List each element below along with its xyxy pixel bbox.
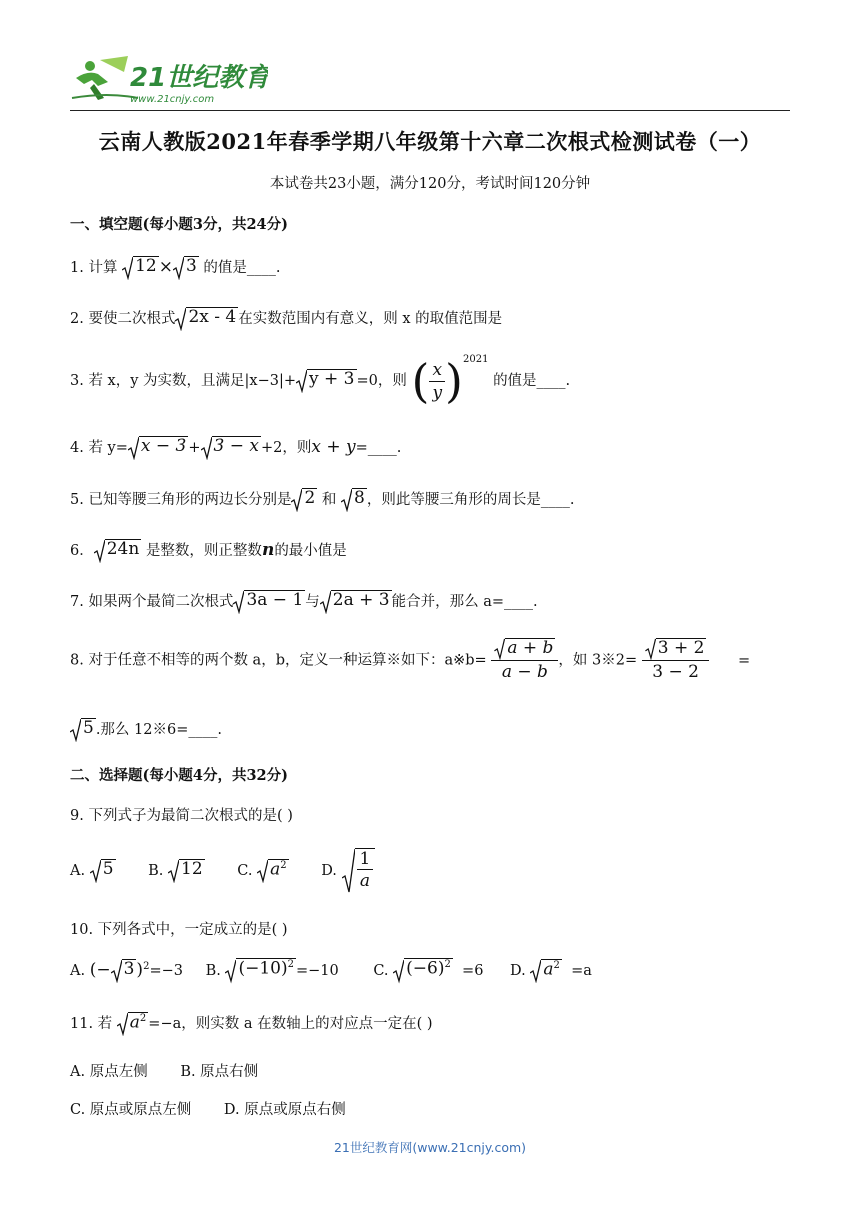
question-9: 9. 下列式子为最简二次根式的是( ) — [70, 808, 293, 824]
section-heading-fill-blank: 一、填空题(每小题3分，共24分) — [70, 216, 288, 233]
option-d[interactable]: D. $a^2$ =a — [510, 963, 592, 979]
question-11: 11. 若 $a^2$ =−a，则实数 a 在数轴上的对应点一定在( ) — [70, 1012, 433, 1036]
question-11-options-row1 — [70, 1060, 258, 1081]
question-11-options-row2 — [70, 1098, 346, 1119]
question-8-continued: 5 .那么 12※6=____. — [70, 718, 222, 742]
question-6: 6． 24n 是整数，则正整数n的最小值是 — [70, 539, 347, 563]
question-3: 3. 若 x，y 为实数，且满足|x−3|+ y + 3 =0，则 ( $\frac{x}{y}$ ) 2021 的值是____. — [70, 354, 571, 408]
question-5: 5. 已知等腰三角形的两边长分别是 2 和 8 ，则此等腰三角形的周长是____. — [70, 488, 574, 512]
question-2: 2. 要使二次根式 2x - 4 在实数范围内有意义，则 x 的取值范围是 — [70, 307, 502, 331]
logo-text: 21世纪教育 — [130, 63, 268, 93]
logo — [68, 52, 268, 108]
header-rule — [70, 110, 790, 111]
option-d[interactable]: D. $\frac{1}{a}$ — [321, 863, 375, 879]
option-b[interactable]: B. $(-10)^2$ =−10 — [206, 963, 339, 979]
question-1: 1. 计算 12 × 3 的值是____. — [70, 256, 281, 280]
option-a[interactable]: A. 原点左侧 — [70, 1064, 148, 1080]
question-10-options — [70, 958, 592, 984]
question-8: 8. 对于任意不相等的两个数 a，b，定义一种运算※如下：a※b= $\frac{a + b}{a - b}$ ，如 3※2= $\frac{3 + 2}{3 - 2}$ = — [70, 638, 751, 682]
page-title: 云南人教版2021年春季学期八年级第十六章二次根式检测试卷（一） — [98, 129, 762, 154]
option-a[interactable]: A. (− 3 )$^2$=−3 — [70, 963, 183, 979]
option-a[interactable]: A. 5 — [70, 863, 116, 879]
option-c[interactable]: C. $a^2$ — [237, 863, 288, 879]
footer-link[interactable]: 21世纪教育网(www.21cnjy.com) — [333, 1140, 527, 1155]
logo-url: www.21cnjy.com — [130, 94, 215, 105]
logo-runner-icon — [68, 52, 268, 108]
option-b[interactable]: B. 原点右侧 — [180, 1064, 259, 1080]
question-10: 10. 下列各式中，一定成立的是( ) — [70, 922, 288, 938]
question-4: 4. 若 y= x − 3 + 3 − x +2，则x + y=____. — [70, 436, 401, 460]
option-c[interactable]: C. $(-6)^2$ =6 — [373, 963, 483, 979]
option-b[interactable]: B. 12 — [148, 863, 205, 879]
question-9-options — [70, 848, 375, 894]
option-c[interactable]: C. 原点或原点左侧 — [70, 1102, 192, 1118]
section-heading-choice: 二、选择题(每小题4分，共32分) — [70, 767, 288, 784]
option-d[interactable]: D. 原点或原点右侧 — [223, 1102, 346, 1118]
exam-info: 本试卷共23小题，满分120分，考试时间120分钟 — [269, 176, 591, 192]
question-7: 7. 如果两个最简二次根式 3a − 1 与 2a + 3 能合并，那么 a=____. — [70, 590, 538, 614]
